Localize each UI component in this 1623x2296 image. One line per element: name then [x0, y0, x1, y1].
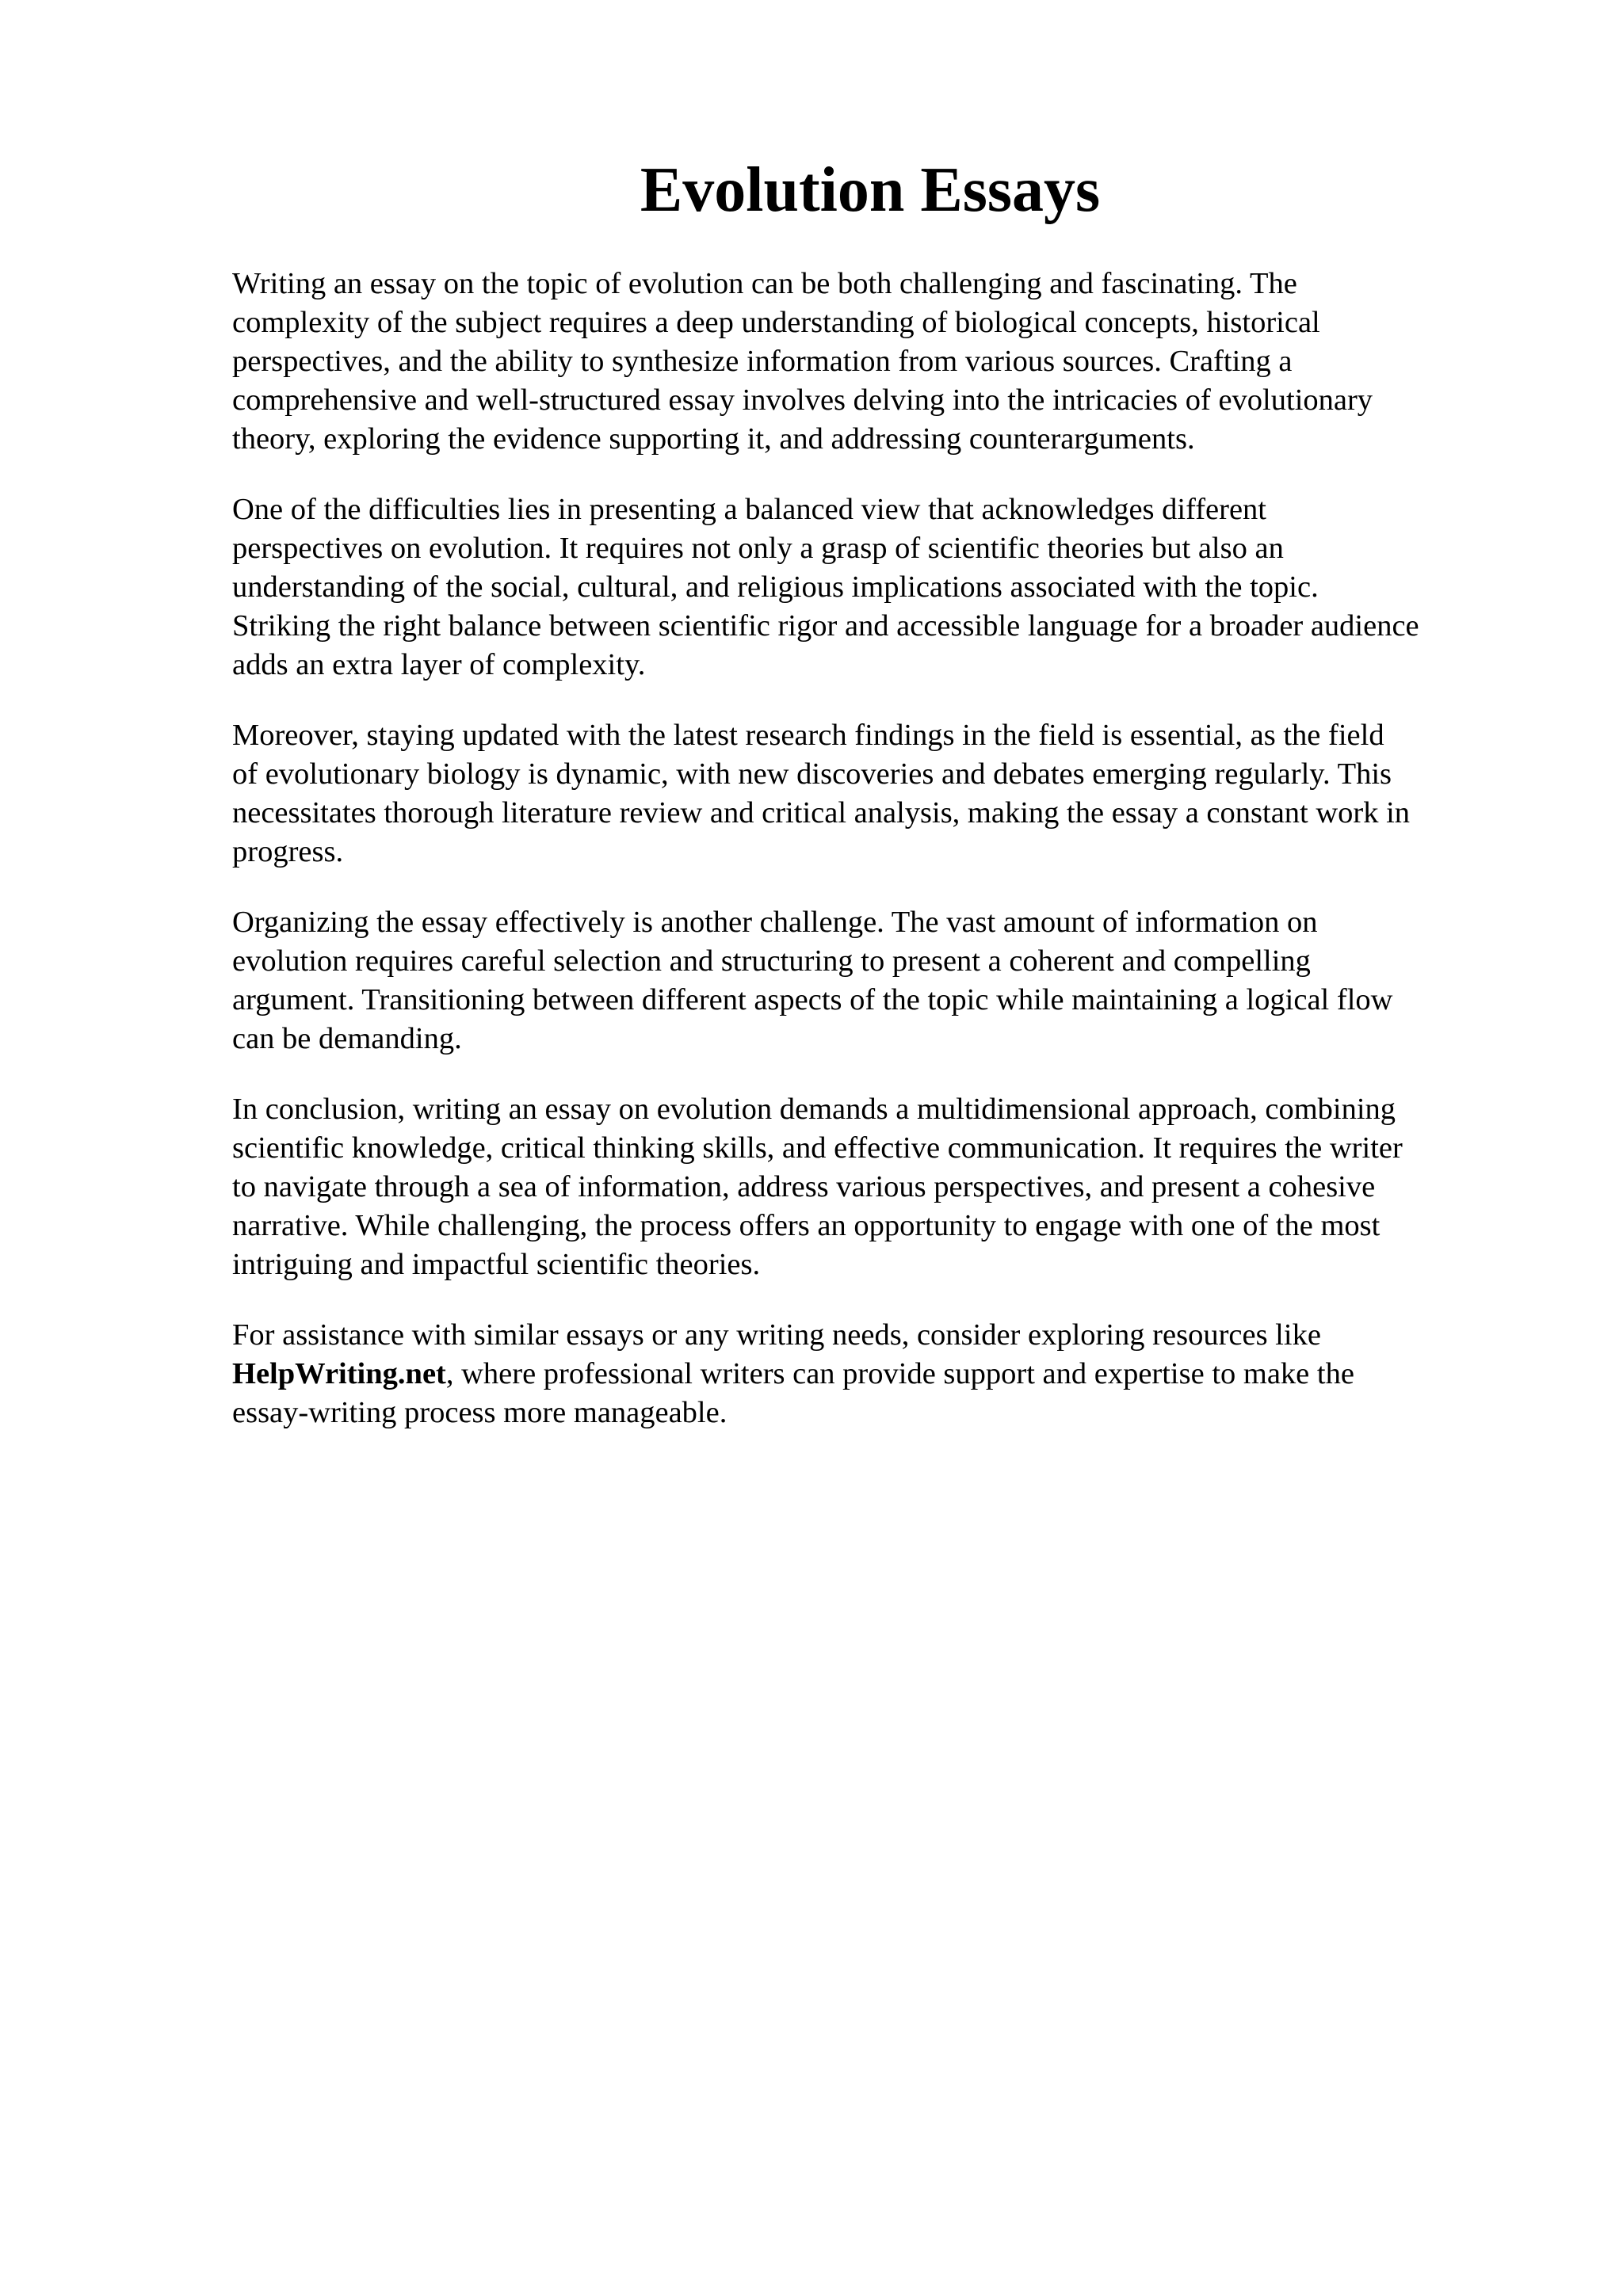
text-line: evolution requires careful selection and structuring to present a coherent and compelling — [232, 944, 1311, 978]
text-line: argument. Transitioning between different aspects of the topic while maintaining a logical flow — [232, 983, 1393, 1016]
text-line: One of the difficulties lies in presenting a balanced view that acknowledges different — [232, 493, 1266, 526]
paragraph-research — [232, 716, 1532, 871]
brand-name: HelpWriting.net — [232, 1357, 446, 1390]
text-line: understanding of the social, cultural, and religious implications associated with the topic. — [232, 570, 1319, 604]
text-line: comprehensive and well-structured essay involves delving into the intricacies of evolutionary — [232, 383, 1373, 417]
text-line: of evolutionary biology is dynamic, with new discoveries and debates emerging regularly. This — [232, 757, 1392, 791]
text-line: Striking the right balance between scientific rigor and accessible language for a broader audience — [232, 609, 1419, 643]
text-line: perspectives, and the ability to synthesize information from various sources. Crafting a — [232, 345, 1293, 378]
text-line: Organizing the essay effectively is another challenge. The vast amount of information on — [232, 906, 1318, 939]
text-line: In conclusion, writing an essay on evolution demands a multidimensional approach, combining — [232, 1093, 1396, 1126]
text-line: Writing an essay on the topic of evolution can be both challenging and fascinating. The — [232, 267, 1297, 300]
text-line: necessitates thorough literature review and critical analysis, making the essay a constant work in — [232, 796, 1411, 830]
text-line: essay-writing process more manageable. — [232, 1396, 727, 1429]
paragraph-difficulties — [232, 490, 1532, 685]
text-line: For assistance with similar essays or any writing needs, consider exploring resources like — [232, 1318, 1321, 1352]
text-line: complexity of the subject requires a deep understanding of biological concepts, historical — [232, 306, 1320, 339]
text-line: scientific knowledge, critical thinking skills, and effective communication. It requires the writer — [232, 1131, 1403, 1165]
text-line: adds an extra layer of complexity. — [232, 648, 646, 681]
text-line — [232, 1355, 1532, 1394]
paragraph-conclusion — [232, 1090, 1532, 1284]
paragraph-intro — [232, 265, 1532, 459]
paragraph-organizing — [232, 903, 1532, 1058]
text-line: to navigate through a sea of information, address various perspectives, and present a cohesive — [232, 1170, 1376, 1203]
text-line: Moreover, staying updated with the latest research findings in the field is essential, as the field — [232, 719, 1384, 752]
text-line: intriguing and impactful scientific theories. — [232, 1248, 761, 1281]
closing-text: , where professional writers can provide support and expertise to make the — [445, 1357, 1354, 1390]
text-line: perspectives on evolution. It requires not only a grasp of scientific theories but also an — [232, 532, 1284, 565]
document-body — [232, 265, 1532, 1464]
paragraph-closing — [232, 1316, 1532, 1432]
text-line: theory, exploring the evidence supporting it, and addressing counterarguments. — [232, 422, 1195, 456]
text-line: narrative. While challenging, the process offers an opportunity to engage with one of the most — [232, 1209, 1381, 1242]
document-title: Evolution Essays — [640, 155, 1101, 225]
text-line: progress. — [232, 835, 344, 868]
text-line: can be demanding. — [232, 1022, 462, 1055]
